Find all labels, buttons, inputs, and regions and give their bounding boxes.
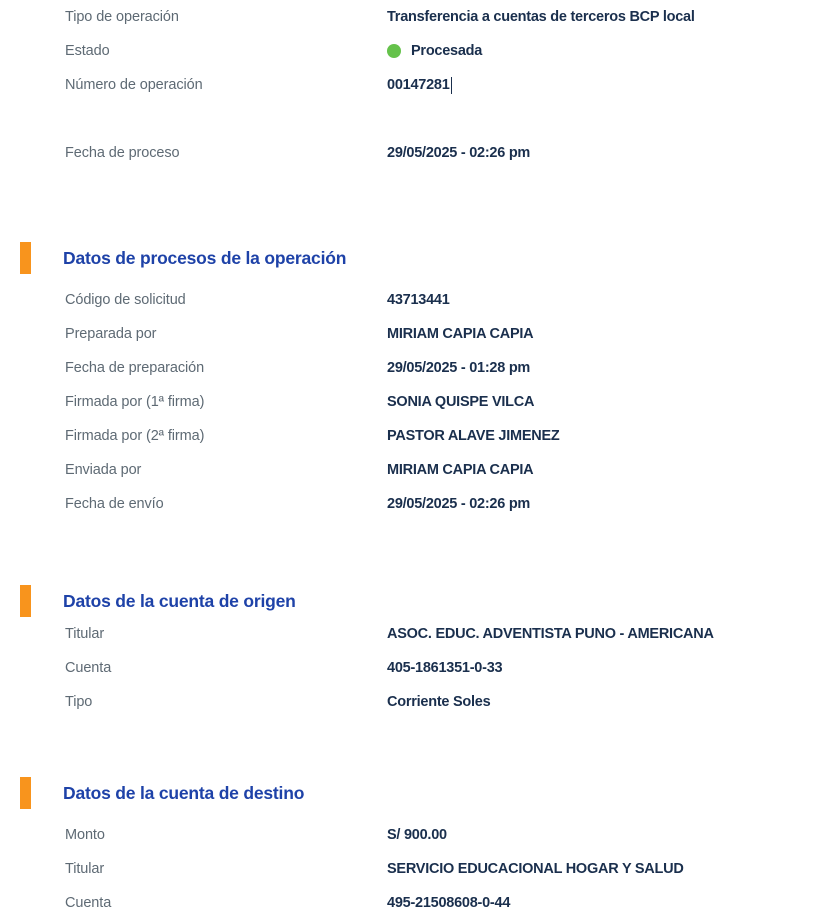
row-value: MIRIAM CAPIA CAPIA	[387, 462, 534, 478]
detail-row-estado	[0, 34, 840, 68]
detail-row-firmada-por-1	[0, 385, 840, 419]
detail-row-titular-origen	[0, 617, 840, 651]
operation-summary	[0, 0, 840, 170]
row-label: Tipo	[65, 694, 93, 710]
detail-row-titular-destino	[0, 852, 840, 886]
section-title: Datos de procesos de la operación	[63, 247, 347, 268]
row-value: ASOC. EDUC. ADVENTISTA PUNO - AMERICANA	[387, 626, 714, 642]
row-label: Cuenta	[65, 895, 112, 910]
detail-row-cuenta-origen	[0, 651, 840, 685]
detail-row-numero-operacion	[0, 68, 840, 102]
row-label: Monto	[65, 827, 105, 843]
section-rows-procesos-operacion	[0, 283, 840, 521]
section-heading-cuenta-destino	[0, 776, 840, 810]
detail-row-fecha-envio	[0, 487, 840, 521]
row-value: 29/05/2025 - 01:28 pm	[387, 360, 531, 376]
section-rows-cuenta-origen	[0, 617, 840, 719]
row-label: Firmada por (1ª firma)	[65, 394, 205, 410]
orange-accent-bar	[20, 777, 31, 809]
empty-row	[0, 102, 840, 136]
row-label: Número de operación	[65, 77, 203, 93]
detail-row-tipo-cuenta-origen	[0, 685, 840, 719]
text-cursor	[451, 77, 453, 94]
section-title: Datos de la cuenta de origen	[63, 590, 296, 611]
row-value: SONIA QUISPE VILCA	[387, 394, 535, 410]
orange-accent-bar	[20, 585, 31, 617]
row-value: 405-1861351-0-33	[387, 660, 503, 676]
row-value[interactable]	[387, 77, 452, 94]
row-value: S/ 900.00	[387, 827, 447, 843]
detail-row-firmada-por-2	[0, 419, 840, 453]
row-label: Fecha de envío	[65, 496, 164, 512]
row-value: 29/05/2025 - 02:26 pm	[387, 145, 531, 161]
section-title: Datos de la cuenta de destino	[63, 782, 305, 803]
status-green-dot-icon	[387, 44, 401, 58]
row-label: Firmada por (2ª firma)	[65, 428, 205, 444]
detail-row-monto	[0, 818, 840, 852]
row-label: Fecha de proceso	[65, 145, 180, 161]
section-rows-cuenta-destino	[0, 818, 840, 910]
detail-row-codigo-solicitud	[0, 283, 840, 317]
row-label: Titular	[65, 626, 105, 642]
section-heading-cuenta-origen	[0, 584, 840, 618]
row-label: Código de solicitud	[65, 292, 186, 308]
section-heading-procesos-operacion	[0, 241, 840, 275]
row-label: Preparada por	[65, 326, 157, 342]
detail-row-tipo-operacion	[0, 0, 840, 34]
detail-row-fecha-proceso	[0, 136, 840, 170]
row-value: 495-21508608-0-44	[387, 895, 511, 910]
row-value	[387, 43, 482, 59]
status-text: Procesada	[411, 43, 483, 59]
row-value: 43713441	[387, 292, 450, 308]
detail-row-fecha-preparacion	[0, 351, 840, 385]
row-value: 29/05/2025 - 02:26 pm	[387, 496, 531, 512]
detail-row-cuenta-destino	[0, 886, 840, 910]
row-value: PASTOR ALAVE JIMENEZ	[387, 428, 560, 444]
orange-accent-bar	[20, 242, 31, 274]
row-label: Estado	[65, 43, 110, 59]
row-label: Cuenta	[65, 660, 112, 676]
row-value: MIRIAM CAPIA CAPIA	[387, 326, 534, 342]
row-label: Tipo de operación	[65, 9, 179, 25]
row-value: Corriente Soles	[387, 694, 491, 710]
row-label: Enviada por	[65, 462, 142, 478]
row-value: SERVICIO EDUCACIONAL HOGAR Y SALUD	[387, 861, 684, 877]
row-label: Titular	[65, 861, 105, 877]
row-value: Transferencia a cuentas de terceros BCP local	[387, 9, 695, 25]
detail-row-enviada-por	[0, 453, 840, 487]
row-label: Fecha de preparación	[65, 360, 205, 376]
operation-number-text[interactable]: 00147281	[387, 77, 450, 93]
detail-row-preparada-por	[0, 317, 840, 351]
